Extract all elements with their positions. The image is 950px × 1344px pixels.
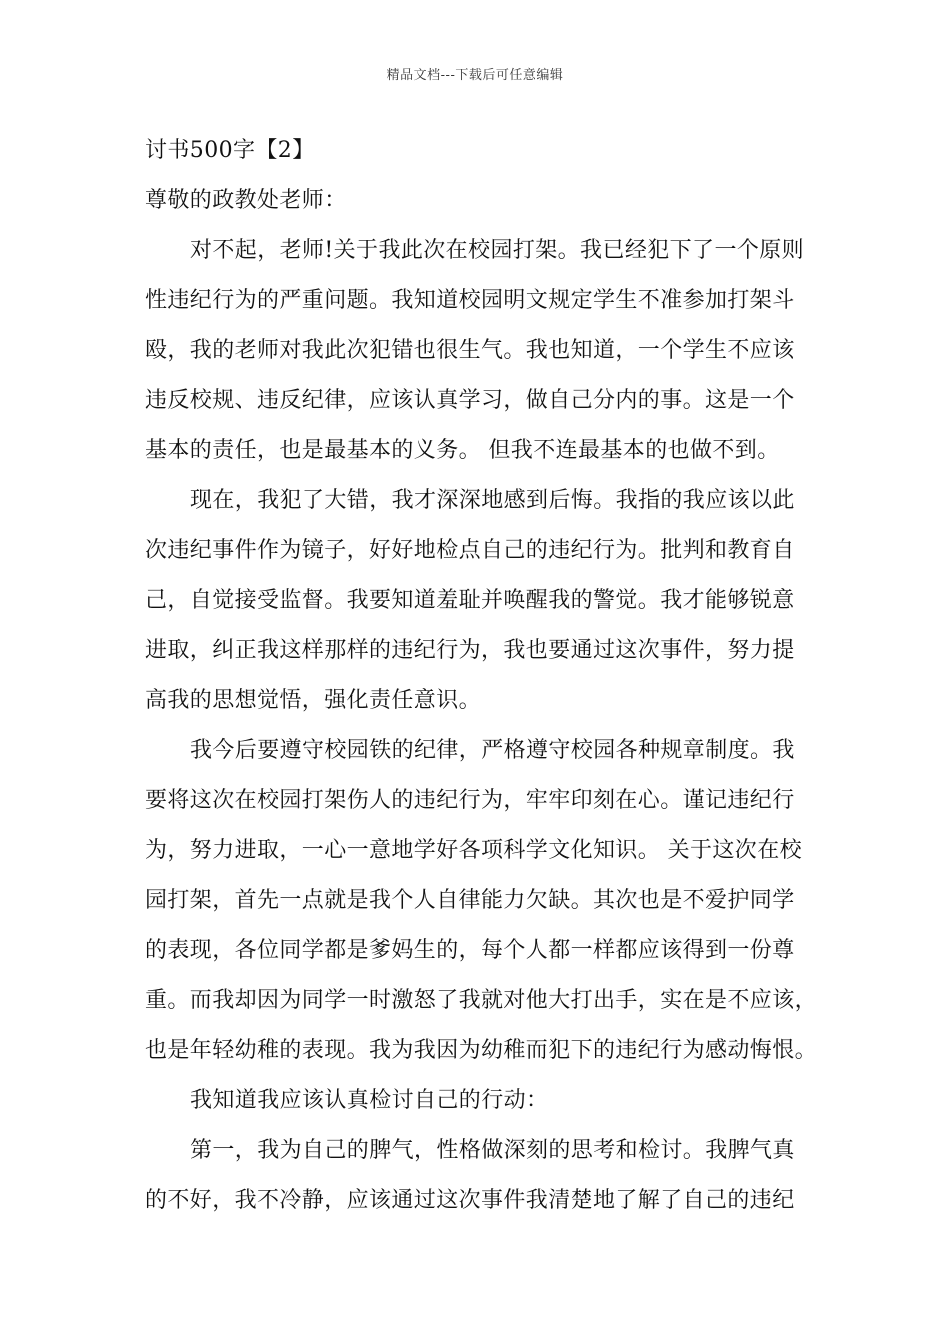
paragraph-line: 要将这次在校园打架伤人的违纪行为，牢牢印刻在心。谨记违纪行 (145, 788, 795, 813)
paragraph-line: 我知道我应该认真检讨自己的行动： (190, 1088, 549, 1113)
paragraph-line: 我今后要遵守校园铁的纪律，严格遵守校园各种规章制度。我 (190, 738, 795, 763)
paragraph-line: 性违纪行为的严重问题。我知道校园明文规定学生不准参加打架斗 (145, 288, 795, 313)
paragraph-line: 高我的思想觉悟，强化责任意识。 (145, 688, 482, 713)
paragraph-line: 为，努力进取，一心一意地学好各项科学文化知识。 关于这次在校 (145, 838, 802, 863)
paragraph-line: 己，自觉接受监督。我要知道羞耻并唤醒我的警觉。我才能够锐意 (145, 588, 795, 613)
paragraph-line: 也是年轻幼稚的表现。我为我因为幼稚而犯下的违纪行为感动悔恨。 (145, 1038, 818, 1063)
paragraph-line: 重。而我却因为同学一时激怒了我就对他大打出手，实在是不应该， (145, 988, 818, 1013)
page-header: 精品文档---下载后可任意编辑 (386, 68, 564, 83)
paragraph-line: 违反校规、违反纪律，应该认真学习，做自己分内的事。这是一个 (145, 388, 795, 413)
salutation: 尊敬的政教处老师： (145, 188, 347, 213)
document-title: 讨书500字【2】 (145, 138, 315, 163)
paragraph-line: 进取，纠正我这样那样的违纪行为，我也要通过这次事件，努力提 (145, 638, 795, 663)
paragraph-line: 基本的责任，也是最基本的义务。 但我不连最基本的也做不到。 (145, 438, 780, 463)
paragraph-line: 的表现，各位同学都是爹妈生的，每个人都一样都应该得到一份尊 (145, 938, 795, 963)
paragraph-line: 殴，我的老师对我此次犯错也很生气。我也知道，一个学生不应该 (145, 338, 795, 363)
document-body (145, 131, 818, 1231)
paragraph-line: 现在，我犯了大错，我才深深地感到后悔。我指的我应该以此 (190, 488, 795, 513)
paragraph-line: 的不好，我不冷静，应该通过这次事件我清楚地了解了自己的违纪 (145, 1188, 795, 1213)
paragraph-line: 对不起，老师!关于我此次在校园打架。我已经犯下了一个原则 (190, 238, 805, 263)
paragraph-line: 第一，我为自己的脾气，性格做深刻的思考和检讨。我脾气真 (190, 1138, 795, 1163)
paragraph-line: 园打架，首先一点就是我个人自律能力欠缺。其次也是不爱护同学 (145, 888, 795, 913)
paragraph-line: 次违纪事件作为镜子，好好地检点自己的违纪行为。批判和教育自 (145, 538, 795, 563)
